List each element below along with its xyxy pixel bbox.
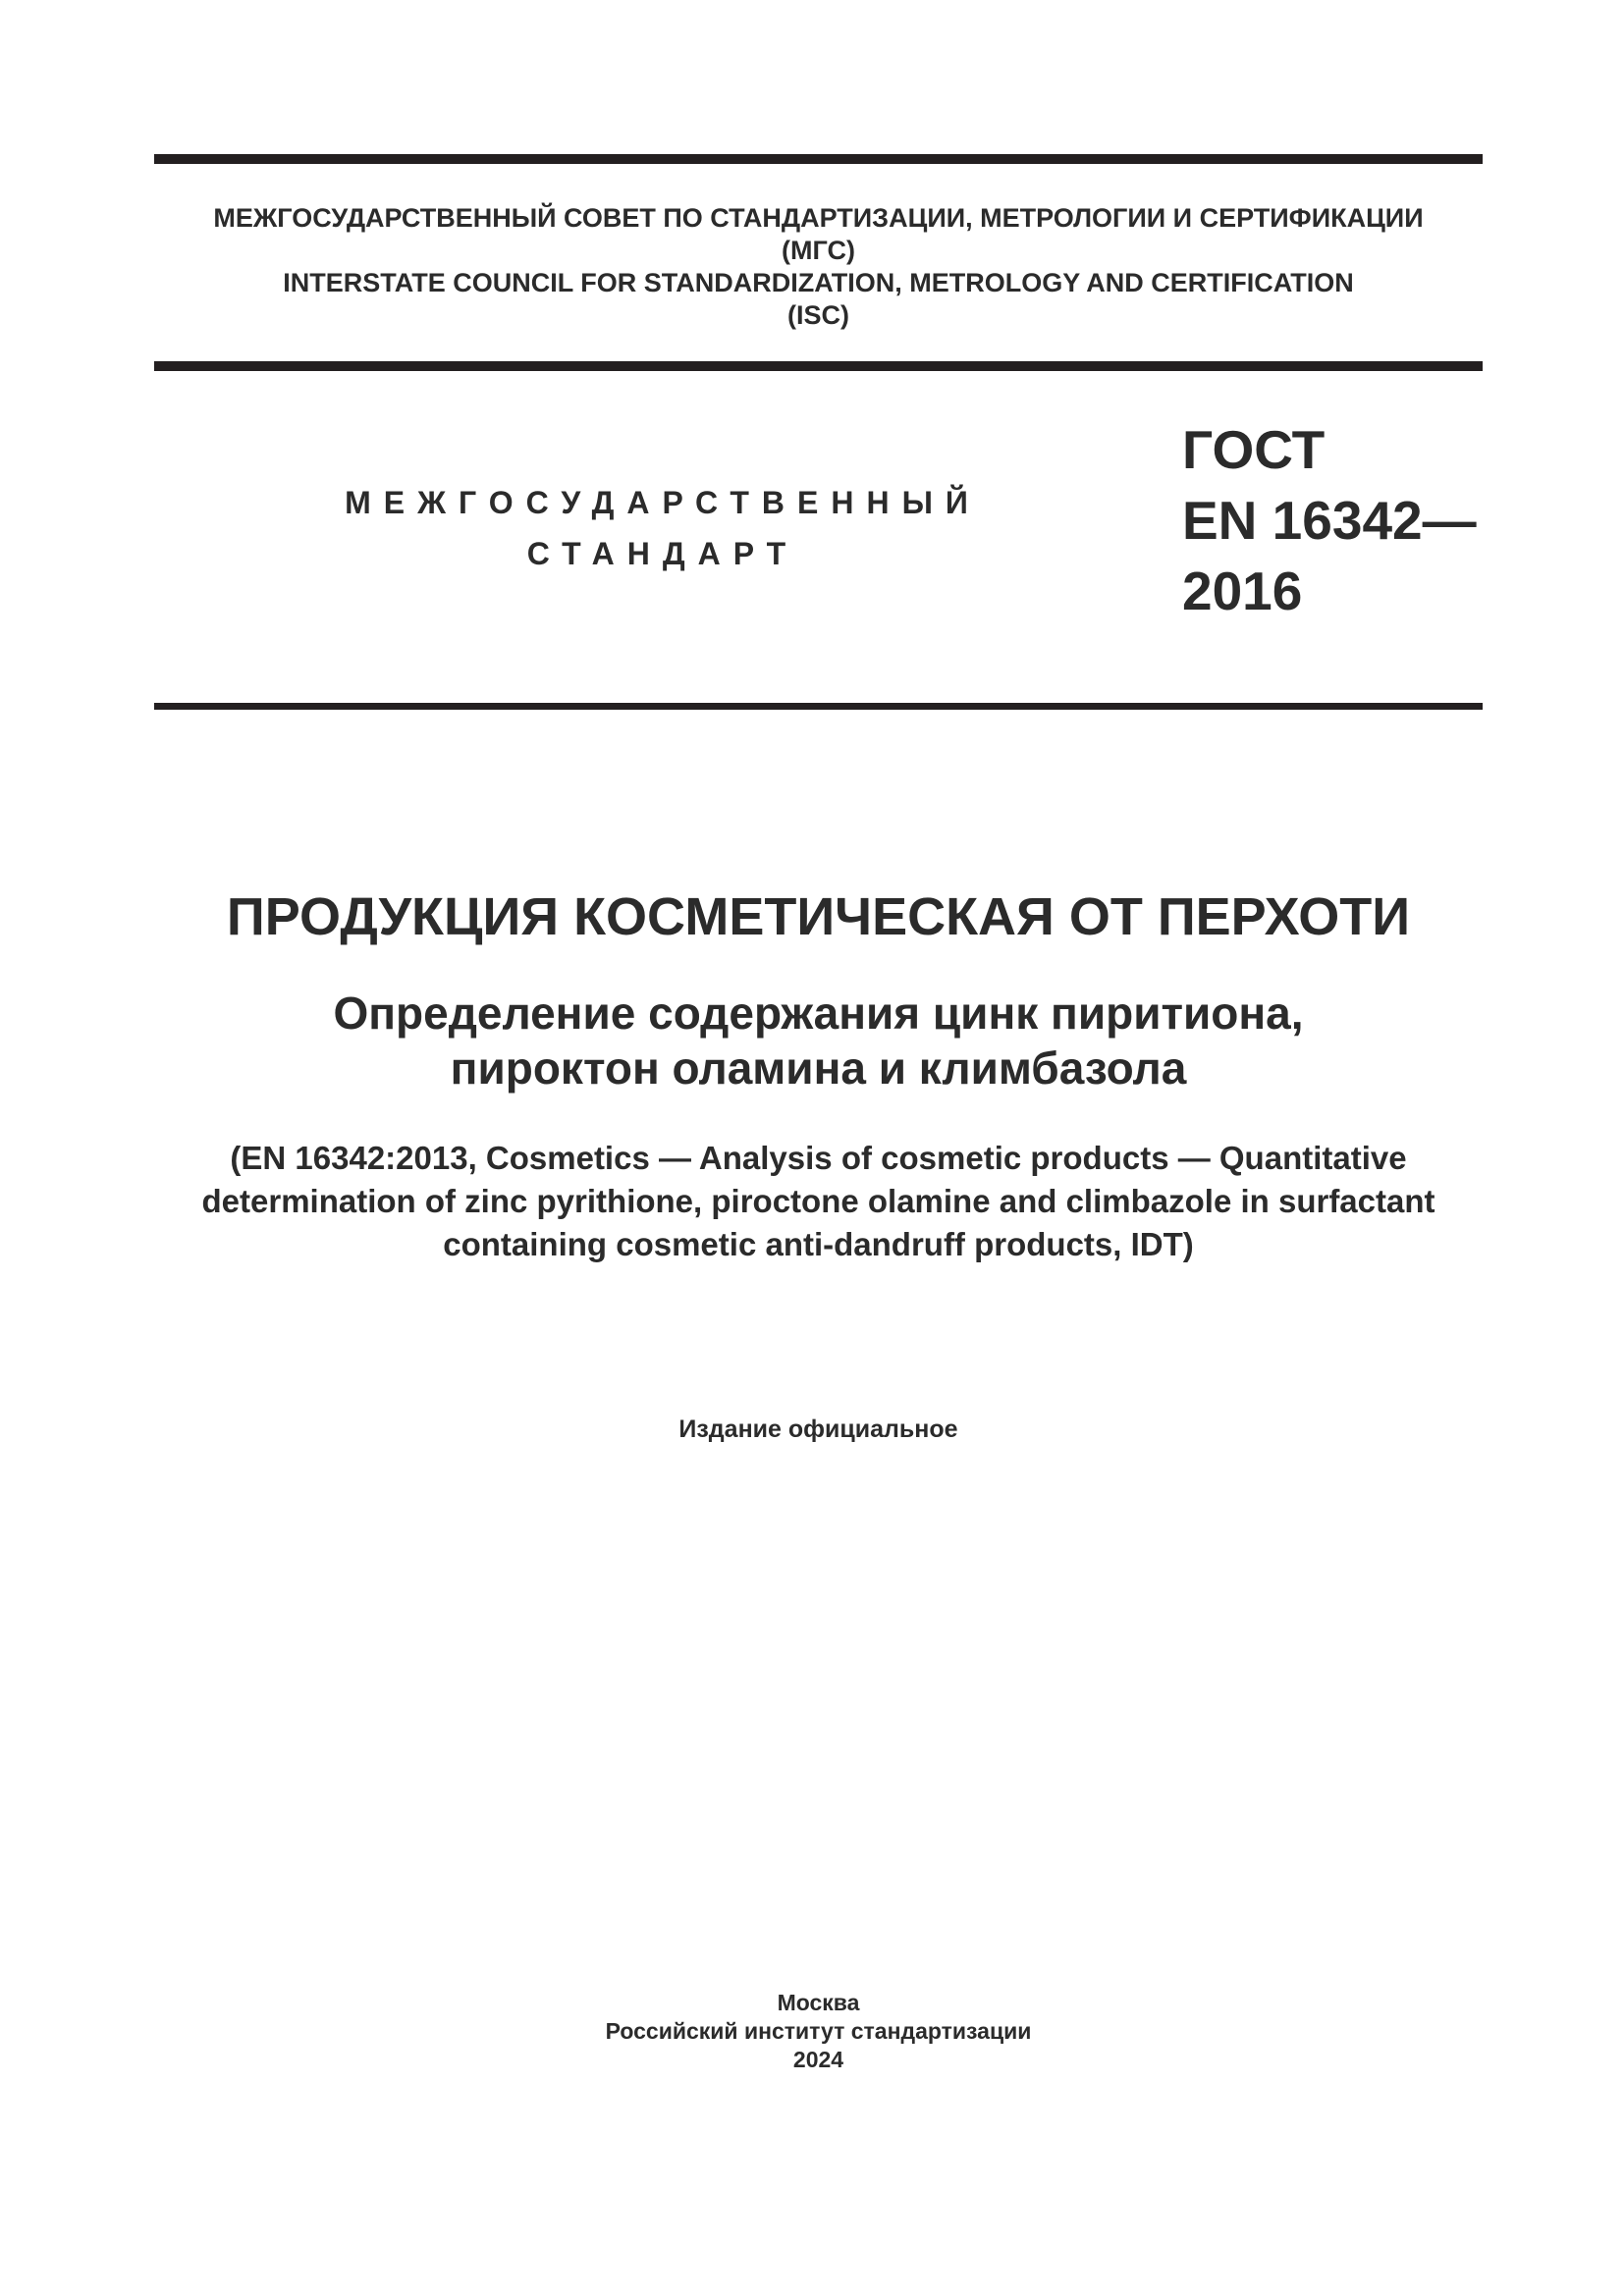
designation-line1: ГОСТ [1182, 419, 1326, 480]
standard-designation [1182, 414, 1477, 626]
imprint-city: Москва [777, 1990, 860, 2015]
en-reference-line3: containing cosmetic anti-dandruff products, IDT) [443, 1226, 1194, 1262]
council-name-ru: МЕЖГОСУДАРСТВЕННЫЙ СОВЕТ ПО СТАНДАРТИЗАЦИИ, МЕТРОЛОГИИ И СЕРТИФИКАЦИИ [213, 203, 1424, 233]
en-reference [154, 1137, 1483, 1266]
subtitle-line1: Определение содержания цинк пиритиона, [333, 988, 1304, 1039]
council-rule [154, 361, 1483, 371]
en-reference-line2: determination of zinc pyrithione, piroctone olamine and climbazole in surfactant [201, 1183, 1435, 1219]
imprint [154, 1989, 1483, 2074]
imprint-publisher: Российский институт стандартизации [605, 2018, 1032, 2044]
council-abbr-en: (ISC) [787, 300, 849, 330]
designation-line3: 2016 [1182, 561, 1303, 621]
council-name-en: INTERSTATE COUNCIL FOR STANDARDIZATION, METROLOGY AND CERTIFICATION [283, 268, 1354, 297]
designation-line2: EN 16342— [1182, 490, 1477, 551]
council-abbr-ru: (МГС) [782, 236, 855, 265]
subtitle-line2: пироктон оламина и климбазола [450, 1042, 1187, 1094]
standard-type [324, 477, 1001, 579]
document-subtitle [154, 986, 1483, 1095]
council-header [154, 202, 1483, 332]
standard-type-line1: МЕЖГОСУДАРСТВЕННЫЙ [345, 485, 981, 520]
designation-rule [154, 703, 1483, 710]
standard-type-line2: СТАНДАРТ [526, 536, 799, 571]
en-reference-line1: (EN 16342:2013, Cosmetics — Analysis of cosmetic products — Quantitative [230, 1140, 1407, 1176]
document-title: ПРОДУКЦИЯ КОСМЕТИЧЕСКАЯ ОТ ПЕРХОТИ [226, 887, 1411, 946]
edition-label: Издание официальное [678, 1415, 958, 1443]
imprint-year: 2024 [792, 2047, 844, 2072]
top-rule [154, 154, 1483, 164]
